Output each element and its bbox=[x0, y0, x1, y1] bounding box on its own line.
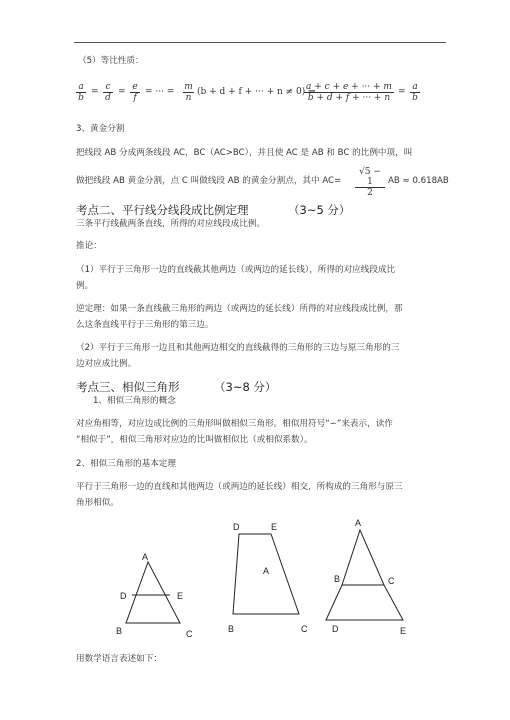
similar-definition-line-1: 对应角相等，对应边成比例的三角形叫做相似三角形。相似用符号“∽”来表示，读作 bbox=[76, 419, 393, 429]
basic-theorem-heading: 2、相似三角形的基本定理 bbox=[76, 459, 176, 469]
label-A: A bbox=[263, 566, 270, 576]
corollary-2-line-2: 边对应成比例。 bbox=[76, 359, 137, 369]
section-5-title: （5）等比性质： bbox=[78, 56, 144, 66]
golden-heading: 3、黄金分割 bbox=[76, 124, 125, 134]
golden-ratio: $\frac{√5 - 1}{2}$ bbox=[355, 167, 385, 198]
label-E: E bbox=[177, 591, 184, 601]
figure-hourglass bbox=[225, 518, 325, 643]
golden-line-2: 做把线段 AB 黄金分割，点 C 叫做线段 AB 的黄金分割点，其中 AC= bbox=[76, 176, 342, 186]
point-2-theorem: 三条平行线截两条直线，所得的对应线段成比例。 bbox=[76, 219, 266, 229]
label-A: A bbox=[355, 518, 362, 528]
header-rule bbox=[74, 42, 446, 43]
basic-theorem-line-1: 平行于三角形一边的直线和其他两边（或两边的延长线）相交，所构成的三角形与原三 bbox=[76, 482, 403, 492]
corollary-1-line-1: （1）平行于三角形一边的直线截其他两边（或两边的延长线），所得的对应线段成比 bbox=[76, 265, 396, 275]
similar-definition-line-2: “相似于”，相似三角形对应边的比叫做相似比（或相似系数）。 bbox=[76, 435, 313, 445]
label-B: B bbox=[116, 626, 123, 636]
fraction-c-d: $\frac{c}{d}$ bbox=[103, 82, 113, 103]
similar-concept-heading: 1、相似三角形的概念 bbox=[93, 396, 176, 406]
label-C: C bbox=[186, 629, 193, 639]
golden-line-1: 把线段 AB 分成两条线段 AC，BC（AC>BC），并且使 AC 是 AB 和 BC 的比例中项，叫 bbox=[76, 148, 413, 158]
fraction-e-f: $\frac{e}{f}$ bbox=[130, 82, 140, 103]
fraction-m-n: $\frac{m}{n}$ bbox=[184, 82, 193, 103]
golden-line-2-end: AB ≈ 0.618AB bbox=[388, 176, 449, 186]
converse-line-2: 么这条直线平行于三角形的第三边。 bbox=[76, 320, 214, 330]
label-D: D bbox=[233, 522, 240, 532]
fraction-a-b: $\frac{a}{b}$ bbox=[76, 82, 86, 103]
corollary-2-line-1: （2）平行于三角形一边且和其他两边相交的直线截得的三角形的三边与原三角形的三 bbox=[76, 343, 400, 353]
corollary-label: 推论： bbox=[76, 241, 102, 251]
point-3-score: （3~8 分） bbox=[214, 380, 277, 394]
point-2-heading: 考点二、平行线分线段成比例定理 bbox=[76, 203, 249, 217]
condition-text: (b + d + f + ··· + n ≠ 0) ⇒ bbox=[197, 87, 316, 97]
label-A: A bbox=[142, 552, 149, 562]
fraction-a-b-result: $\frac{a}{b}$ bbox=[410, 82, 420, 103]
point-3-heading: 考点三、相似三角形 bbox=[76, 380, 180, 394]
point-2-score: （3~5 分） bbox=[288, 203, 351, 217]
label-C: C bbox=[301, 624, 308, 634]
label-D: D bbox=[332, 624, 339, 634]
converse-line-1: 逆定理：如果一条直线截三角形的两边（或两边的延长线）所得的对应线段成比例，那 bbox=[76, 304, 403, 314]
footer-text: 用数学语言表述如下： bbox=[76, 654, 162, 664]
document-page: （5）等比性质： $\frac{a}{b}$ = $\frac{c}{d}$ = $\frac{e}{f}$ = ··· = $\frac{m}{n}$ (b + d + f + ··· + n ≠ 0) ⇒ $\frac{a + c + e + \cdot\cdot\cdot + m}{b + d + f + \cdot\cdot\cdot + n}$ = $\frac{a}{b}$ 3、黄金分割 把线段 AB 分成两条线段 AC，BC（AC>BC），并且使 AC 是 AB 和 BC 的比例中项，叫 做把线段 AB 黄金分割，点 C 叫做线段 AB 的黄金分割点，其中 AC= $\frac{√5 - 1}{2}$ AB ≈ 0.618AB 考点二、平行线分线段成比例定理 （3~5 分） 三条平行线截两条直线，所得的对应线段成比例。 推论： （1）平行于三角形一边的直线截其他两边（或两边的延长线），所得的对应线段成比 例。 逆定理：如果一条直线截三角形的两边（或两边的延长线）所得的对应线段成比例，那 么这条直线平行于三角形的第三边。 （2）平行于三角形一边且和其他两边相交的直线截得的三角形的三边与原三角形的三 边对应成比例。 考点三、相似三角形 （3~8 分） 1、相似三角形的概念 对应角相等，对应边成比例的三角形叫做相似三角形。相似用符号“∽”来表示，读作 “相似于”，相似三角形对应边的比叫做相似比（或相似系数）。 2、相似三角形的基本定理 平行于三角形一边的直线和其他两边（或两边的延长线）相交，所构成的三角形与原三 角形相似。 A D E B C D E A B C A B C D E 用数学语言表述如下： bbox=[0, 0, 510, 720]
fraction-sum: $\frac{a + c + e + \cdot\cdot\cdot + m}{b + d + f + \cdot\cdot\cdot + n}$ bbox=[304, 82, 394, 103]
basic-theorem-line-2: 角形相似。 bbox=[76, 498, 119, 508]
corollary-1-line-2: 例。 bbox=[76, 281, 94, 291]
label-D: D bbox=[120, 591, 127, 601]
figure-extended-triangle bbox=[332, 510, 428, 645]
label-E: E bbox=[400, 626, 407, 636]
label-E: E bbox=[271, 522, 278, 532]
figure-triangle-parallel bbox=[110, 550, 210, 645]
label-B: B bbox=[228, 624, 235, 634]
label-B: B bbox=[334, 574, 341, 584]
label-C: C bbox=[388, 576, 395, 586]
